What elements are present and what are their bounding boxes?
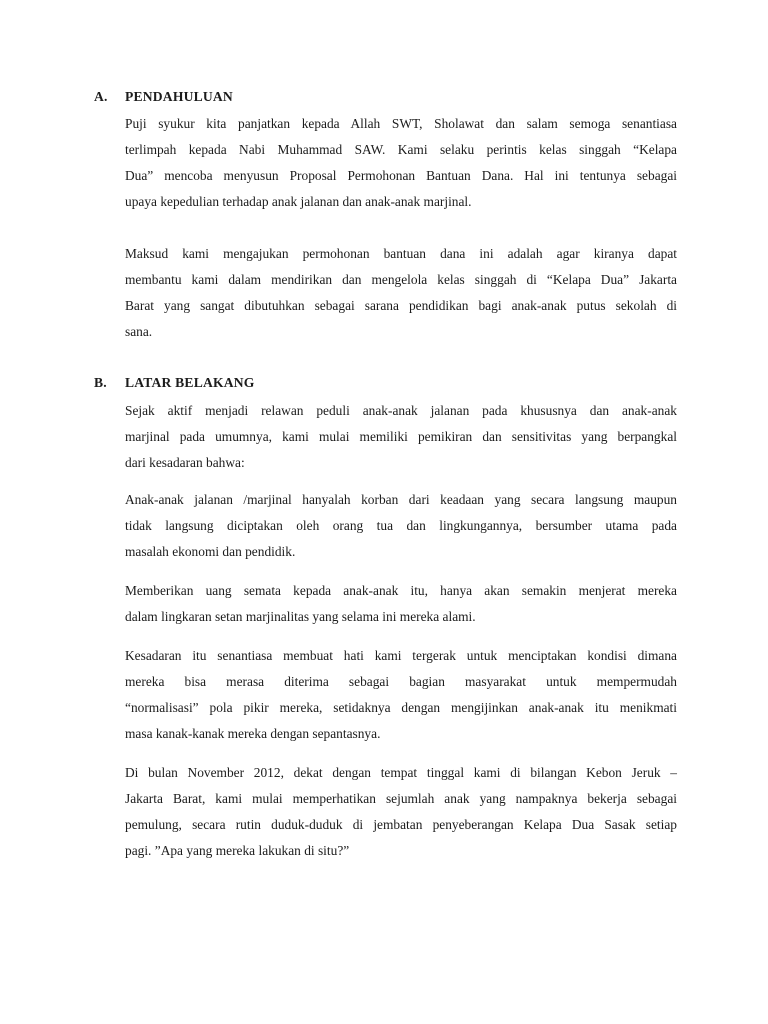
paragraph-line: dalam lingkaran setan marjinalitas yang selama ini mereka alami.	[125, 609, 476, 624]
paragraph-line: Jakarta Barat, kami mulai memperhatikan sejumlah anak yang nampaknya bekerja sebagai	[125, 791, 677, 806]
paragraph-line: masa kanak-kanak mereka dengan sepantasnya.	[125, 726, 381, 741]
paragraph-line: Puji syukur kita panjatkan kepada Allah SWT, Sholawat dan salam semoga senantiasa	[125, 116, 677, 131]
section-a-number: A.	[94, 89, 108, 104]
section-b-paragraph-2	[125, 487, 677, 565]
paragraph-line: dari kesadaran bahwa:	[125, 455, 245, 470]
paragraph-line: marjinal pada umumnya, kami mulai memiliki pemikiran dan sensitivitas yang berpangkal	[125, 429, 677, 444]
section-b-paragraph-3	[125, 578, 677, 630]
paragraph-line: Kesadaran itu senantiasa membuat hati kami tergerak untuk menciptakan kondisi dimana	[125, 648, 677, 663]
paragraph-line: upaya kepedulian terhadap anak jalanan dan anak-anak marjinal.	[125, 194, 472, 209]
paragraph-line: tidak langsung diciptakan oleh orang tua dan lingkungannya, bersumber utama pada	[125, 518, 677, 533]
section-b-number: B.	[94, 375, 107, 390]
section-a-title: PENDAHULUAN	[125, 89, 233, 104]
paragraph-line: Sejak aktif menjadi relawan peduli anak-anak jalanan pada khususnya dan anak-anak	[125, 403, 677, 418]
section-b-paragraph-4	[125, 643, 677, 747]
section-b-title: LATAR BELAKANG	[125, 375, 255, 390]
section-b-heading	[94, 375, 255, 391]
paragraph-line: Di bulan November 2012, dekat dengan tempat tinggal kami di bilangan Kebon Jeruk –	[125, 765, 677, 780]
paragraph-line: “normalisasi” pola pikir mereka, setidaknya dengan mengijinkan anak-anak itu menikmati	[125, 700, 677, 715]
paragraph-line: pagi. ”Apa yang mereka lakukan di situ?”	[125, 843, 350, 858]
paragraph-line: Maksud kami mengajukan permohonan bantuan dana ini adalah agar kiranya dapat	[125, 246, 677, 261]
paragraph-line: sana.	[125, 324, 153, 339]
paragraph-line: pemulung, secara rutin duduk-duduk di jembatan penyeberangan Kelapa Dua Sasak setiap	[125, 817, 677, 832]
paragraph-line: Dua” mencoba menyusun Proposal Permohonan Bantuan Dana. Hal ini tentunya sebagai	[125, 168, 677, 183]
section-b-paragraph-1	[125, 398, 677, 476]
paragraph-line: mereka bisa merasa diterima sebagai bagian masyarakat untuk mempermudah	[125, 674, 677, 689]
paragraph-line: masalah ekonomi dan pendidik.	[125, 544, 296, 559]
section-a-paragraph-1	[125, 111, 677, 215]
paragraph-line: Anak-anak jalanan /marjinal hanyalah korban dari keadaan yang secara langsung maupun	[125, 492, 677, 507]
section-b-paragraph-5	[125, 760, 677, 864]
section-a-paragraph-2	[125, 241, 677, 345]
section-a-heading	[94, 89, 233, 105]
paragraph-line: terlimpah kepada Nabi Muhammad SAW. Kami selaku perintis kelas singgah “Kelapa	[125, 142, 677, 157]
paragraph-line: Barat yang sangat dibutuhkan sebagai sarana pendidikan bagi anak-anak putus sekolah di	[125, 298, 677, 313]
paragraph-line: membantu kami dalam mendirikan dan mengelola kelas singgah di “Kelapa Dua” Jakarta	[125, 272, 677, 287]
paragraph-line: Memberikan uang semata kepada anak-anak itu, hanya akan semakin menjerat mereka	[125, 583, 677, 598]
